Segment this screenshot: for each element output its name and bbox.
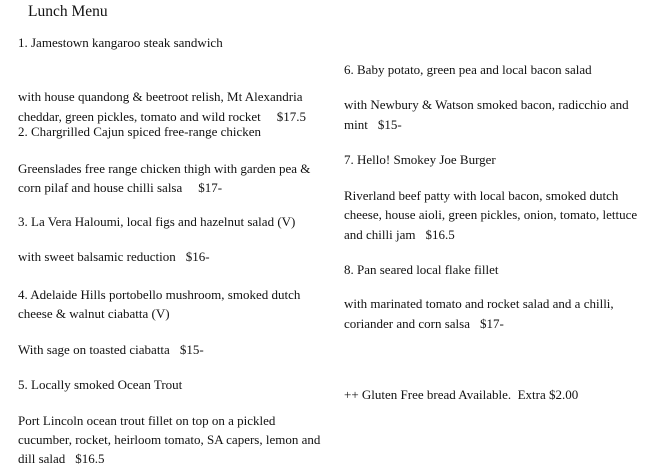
item-8-desc bbox=[344, 316, 504, 332]
item-1-desc bbox=[18, 109, 306, 125]
item-7-desc bbox=[344, 227, 455, 243]
desc-line: cheddar, green pickles, tomato and wild rocket bbox=[18, 109, 261, 124]
item-4-desc bbox=[18, 342, 204, 358]
item-3-name: 3. La Vera Haloumi, local figs and hazelnut salad (V) bbox=[18, 214, 296, 229]
desc-line: coriander and corn salsa bbox=[344, 316, 470, 331]
item-2-desc bbox=[18, 180, 222, 196]
item-6-name: 6. Baby potato, green pea and local bacon salad bbox=[344, 62, 592, 77]
desc-line: corn pilaf and house chilli salsa bbox=[18, 180, 183, 195]
item-8-name: 8. Pan seared local flake fillet bbox=[344, 262, 499, 277]
item-6-desc: with Newbury & Watson smoked bacon, radicchio and bbox=[344, 97, 629, 112]
item-5-desc: cucumber, rocket, heirloom tomato, SA capers, lemon and bbox=[18, 432, 321, 447]
item-7-desc: Riverland beef patty with local bacon, smoked dutch bbox=[344, 188, 619, 203]
item-1-desc: with house quandong & beetroot relish, Mt Alexandria bbox=[18, 89, 303, 104]
item-8-desc: with marinated tomato and rocket salad and a chilli, bbox=[344, 296, 614, 311]
item-6-desc bbox=[344, 117, 402, 133]
desc-line: and chilli jam bbox=[344, 227, 416, 242]
item-4-name-cont: cheese & walnut ciabatta (V) bbox=[18, 306, 170, 321]
item-7-price: $16.5 bbox=[425, 227, 455, 242]
item-2-desc: Greenslades free range chicken thigh with garden pea & bbox=[18, 161, 311, 176]
item-1-name: 1. Jamestown kangaroo steak sandwich bbox=[18, 35, 223, 50]
item-6-price: $15- bbox=[377, 117, 402, 132]
item-5-desc: Port Lincoln ocean trout fillet on top on a pickled bbox=[18, 413, 276, 428]
item-7-name: 7. Hello! Smokey Joe Burger bbox=[344, 152, 496, 167]
item-3-desc bbox=[18, 249, 210, 265]
item-5-price: $16.5 bbox=[75, 451, 105, 466]
item-2-name: 2. Chargrilled Cajun spiced free-range chicken bbox=[18, 124, 262, 139]
item-4-name: 4. Adelaide Hills portobello mushroom, smoked dutch bbox=[18, 287, 301, 302]
desc-line: mint bbox=[344, 117, 368, 132]
item-8-price: $17- bbox=[479, 316, 504, 331]
desc-line: dill salad bbox=[18, 451, 66, 466]
item-4-price: $15- bbox=[179, 342, 204, 357]
item-2-price: $17- bbox=[198, 180, 223, 195]
item-3-price: $16- bbox=[185, 249, 210, 264]
item-5-desc bbox=[18, 451, 105, 467]
desc-line: with sweet balsamic reduction bbox=[18, 249, 176, 264]
desc-line: With sage on toasted ciabatta bbox=[18, 342, 170, 357]
gluten-free-note: ++ Gluten Free bread Available. Extra $2.00 bbox=[344, 387, 579, 402]
page-title: Lunch Menu bbox=[28, 3, 108, 20]
item-1-price: $17.5 bbox=[276, 109, 307, 124]
item-5-name: 5. Locally smoked Ocean Trout bbox=[18, 377, 183, 392]
item-7-desc: cheese, house aioli, green pickles, onion, tomato, lettuce bbox=[344, 207, 638, 222]
